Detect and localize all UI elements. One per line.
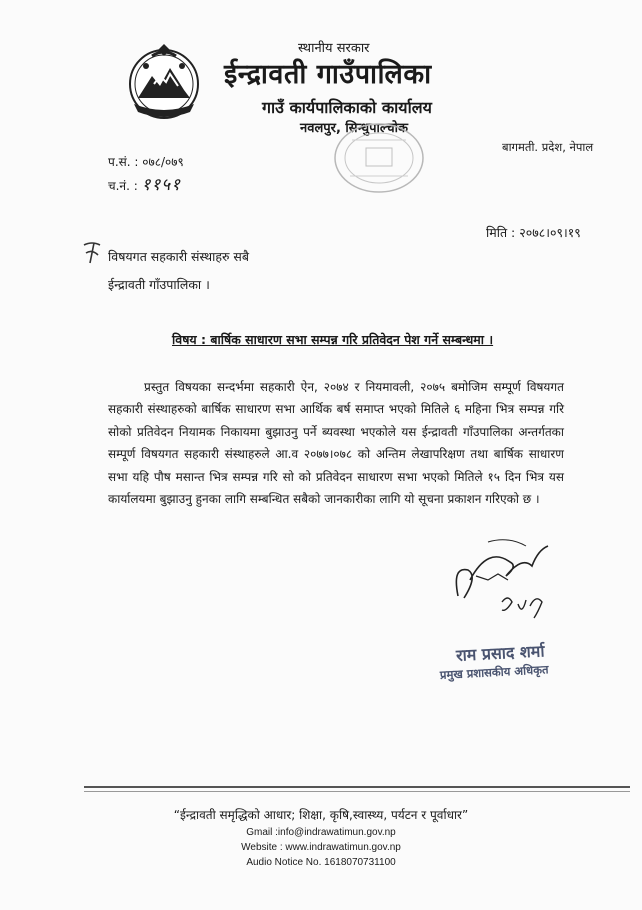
dispatch-label: च.नं. : [108,179,138,193]
footer-audio-notice: Audio Notice No. 1618070731100 [246,857,396,868]
signatory-title: प्रमुख प्रशासकीय अधिकृत [439,662,549,682]
dispatch-number [108,172,181,195]
date-label: मिति : [486,225,516,240]
reference-value: ०७८/०७९ [142,155,184,169]
municipality-name: ईन्द्रावती गाउँपालिका [224,59,432,90]
shree-mark-icon [80,239,104,265]
footer-divider [84,786,630,788]
letter-subject: विषय : बार्षिक साधारण सभा सम्पन्न गरि प्रतिवेदन पेश गर्ने सम्बन्धमा । [172,332,494,347]
province-label: बागमती. प्रदेश, नेपाल [502,140,594,154]
recipient-line-1: विषयगत सहकारी संस्थाहरु सबै [108,249,250,264]
letter-date [486,224,581,241]
dispatch-value: ११५१ [141,175,181,195]
signature-number-icon [498,592,548,622]
nepal-emblem-icon [124,42,204,122]
office-name: गाउँ कार्यपालिकाको कार्यालय [262,98,432,117]
footer-email: Gmail :info@indrawatimun.gov.np [246,827,396,838]
signatory-name: राम प्रसाद शर्मा [455,641,545,665]
letter-body: प्रस्तुत विषयका सन्दर्भमा सहकारी ऐन, २०७४ र नियमावली, २०७५ बमोजिम सम्पूर्ण विषयगत सहकारी संस्थाहरुको बार्षिक साधारण सभा आर्थिक बर्ष समाप्त भएको मितिले ६ महिना भित्र सम्पन्न गरि सोको प्रतिवेदन नियामक निकायमा बुझाउनु पर्ने ब्यवस्था भएकोले यस ईन्द्रावती गाँउपालिका अन्तर्गतका सम्पूर्ण विषयगत सहकारी संस्थाहरुले आ.व २०७७।०७८ को अन्तिम लेखापरिक्षण तथा बार्षिक साधारण सभा यहि पौष मसान्त भित्र सम्पन्न गरि सो को प्रतिवेदन साधारण सभा भएको मितिले १५ दिन भित्र यस कार्यालयमा बुझाउनु हुनका लागि सम्बन्धित सबैको जानकारीका लागि यो सूचना प्रकाशन गरिएको छ । [108,380,564,507]
office-address: नवलपुर, सिन्धुपाल्चोक [300,121,409,136]
local-government-label: स्थानीय सरकार [298,41,370,56]
footer-divider-thin [84,791,630,792]
recipient-line-2: ईन्द्रावती गाँउपालिका । [108,277,210,292]
reference-number [108,153,184,170]
office-stamp-icon [332,120,426,196]
reference-label: प.सं. : [108,155,139,169]
footer-website: Website : www.indrawatimun.gov.np [241,842,401,853]
date-value: २०७८।०९।१९ [519,225,581,240]
footer-slogan: “ईन्द्रावती समृद्धिको आधार; शिक्षा, कृषि,स्वास्थ्य, पर्यटन र पूर्वाधार” [173,808,469,822]
